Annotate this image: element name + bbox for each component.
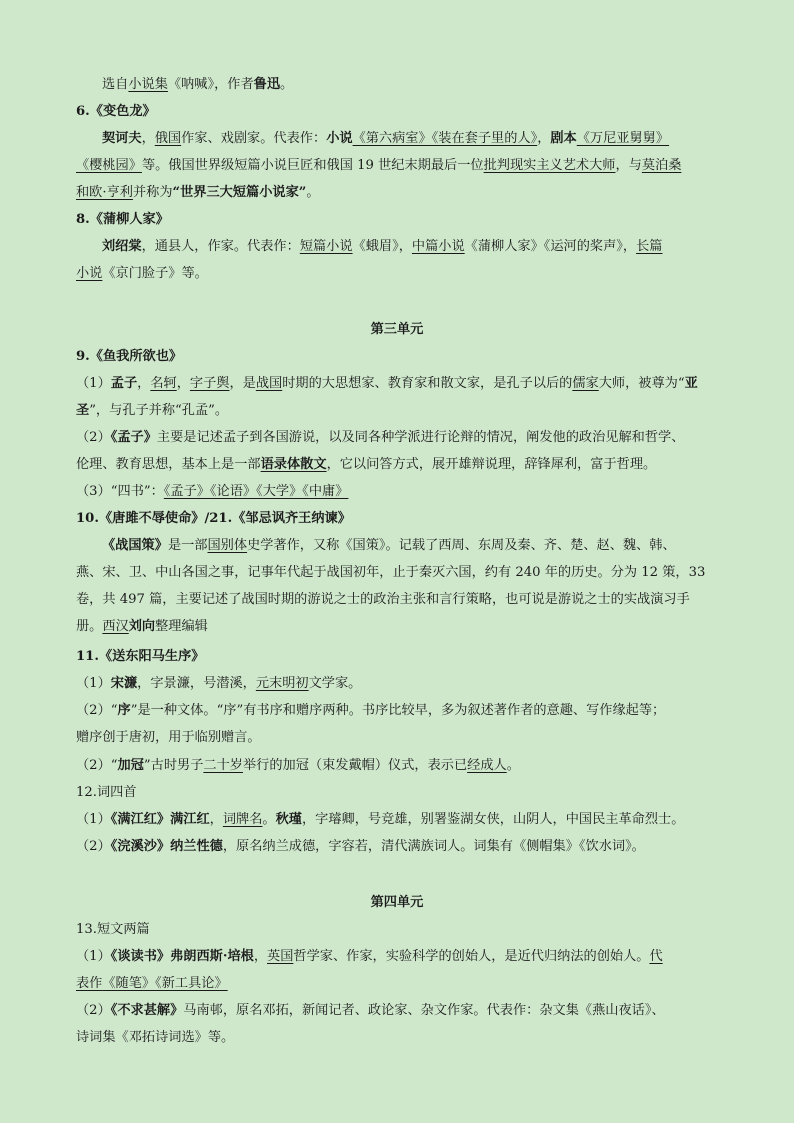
section-6-line-3 xyxy=(76,183,726,203)
text: 契诃夫 xyxy=(102,131,142,146)
section-10-title: 10.《唐雎不辱使命》/21.《邹忌讽齐王纳谏》 xyxy=(76,511,351,526)
section-6-line-1 xyxy=(76,129,752,149)
text: 。 xyxy=(262,812,276,827)
intro-line xyxy=(76,75,752,95)
text: 长篇 xyxy=(636,239,663,254)
section-10-line-2: 燕、宋、卫、中山各国之事，记事年代起于战国初年，止于秦灭六国，约有 240 年的历史。分为 12 策，33 xyxy=(76,565,706,580)
text: 马南邨，原名邓拓，新闻记者、政论家、杂文作家。代表作：杂文集《燕山夜话》、 xyxy=(183,1003,665,1018)
text: 《万尼亚舅舅》 xyxy=(576,131,670,146)
text: 经成人 xyxy=(467,758,507,773)
text: 作家、戏剧家。代表作： xyxy=(181,131,327,146)
text: 剧本 xyxy=(550,131,577,146)
text: （2） xyxy=(76,839,111,854)
text: 批判现实主义艺术大师 xyxy=(483,158,616,173)
text: 西汉 xyxy=(102,619,129,634)
text: 语录体散文 xyxy=(260,457,327,472)
text: （1） xyxy=(76,676,111,691)
text: （2）“ xyxy=(76,703,118,718)
text: 代 xyxy=(649,949,663,964)
section-11-line-1 xyxy=(76,674,726,694)
text: ，通县人，作家。代表作： xyxy=(141,239,300,254)
text: 。 xyxy=(280,77,294,92)
section-9-line-1 xyxy=(76,374,726,394)
text: 整理编辑 xyxy=(155,619,208,634)
text: 元末明初 xyxy=(255,676,309,691)
text: ，是 xyxy=(229,376,256,391)
text: （3）“四书”： xyxy=(76,484,164,499)
text: 等。俄国世界级短篇小说巨匠和俄国 19 世纪末期最后一位 xyxy=(141,158,484,173)
text: 是一部 xyxy=(167,538,208,553)
text: 册。 xyxy=(76,619,103,634)
text: （2） xyxy=(76,430,111,445)
text: 《京门脸子》等。 xyxy=(102,266,208,281)
text: 《随笔》《新工具论》 xyxy=(102,976,228,991)
text: 刘向 xyxy=(128,619,156,634)
text: 小说 xyxy=(76,266,103,281)
text: 词牌名 xyxy=(222,812,263,827)
text: 《樱桃园》 xyxy=(76,158,142,173)
text: （2）“ xyxy=(76,758,118,773)
section-10-line-1 xyxy=(76,536,752,556)
text: 中篇小说 xyxy=(411,239,465,254)
text: （2） xyxy=(76,1003,111,1018)
text: 《谈读书》弗朗西斯·培根 xyxy=(110,949,254,964)
text: 《孟子》 xyxy=(110,430,157,445)
text: 短篇小说 xyxy=(299,239,353,254)
section-11-line-4 xyxy=(76,756,726,776)
text: 名轲 xyxy=(150,376,177,391)
text: 圣 xyxy=(76,403,90,418)
section-8-title: 8.《蒲柳人家》 xyxy=(76,212,169,227)
text: 大师，被尊为“ xyxy=(598,376,685,391)
text: 序 xyxy=(117,703,131,718)
section-12-line-1: （1）《满江红》满江红，词牌名。秋瑾，字璿卿，号竞雄，别署鉴湖女侠，山阴人，中国民主革命烈士。 xyxy=(76,812,685,827)
section-12-line-2 xyxy=(76,837,726,857)
text: ”是一种文体。“序”有书序和赠序两种。书序比较早，多为叙述著作者的意趣、写作缘起等； xyxy=(130,703,666,718)
section-13-line-2 xyxy=(76,974,726,994)
text: 哲学家、作家，实验科学的创始人，是近代归纳法的创始人。 xyxy=(293,949,650,964)
section-6-title: 6.《变色龙》 xyxy=(76,104,156,119)
text: ，作者 xyxy=(214,77,254,92)
section-9-line-5 xyxy=(76,482,726,502)
text: （1） xyxy=(76,812,111,827)
section-11-title: 11.《送东阳马生序》 xyxy=(76,649,205,664)
unit-3-heading: 第三单元 xyxy=(370,322,424,337)
section-13-line-3 xyxy=(76,1001,726,1021)
text: 战国 xyxy=(255,376,283,391)
text: 鲁迅 xyxy=(253,77,281,92)
text: 《呐喊》 xyxy=(167,77,215,92)
section-9-line-2 xyxy=(76,401,726,421)
section-13-line-4: 诗词集《邓拓诗词选》等。 xyxy=(76,1030,235,1045)
section-13-title: 13.短文两篇 xyxy=(76,922,150,937)
text: 。 xyxy=(306,185,320,200)
text: ， xyxy=(253,949,268,964)
text: ， xyxy=(537,131,551,146)
text: 二十岁 xyxy=(203,758,243,773)
text: 儒家 xyxy=(572,376,599,391)
text: 宋濂 xyxy=(110,676,138,691)
text: 选自 xyxy=(102,77,129,92)
text: 刘绍棠 xyxy=(102,239,142,254)
text: 英国 xyxy=(267,949,294,964)
text: 举行的加冠（束发戴帽）仪式，表示已 xyxy=(242,758,468,773)
text: 亚 xyxy=(684,376,698,391)
text: 《第六病室》《装在套子里的人》 xyxy=(352,131,538,146)
text: 伦理、教育思想，基本上是一部 xyxy=(76,457,261,472)
text: ”，与孔子并称“孔孟”。 xyxy=(89,403,229,418)
text: 《浣溪沙》纳兰性德 xyxy=(110,839,223,854)
text: 国别体 xyxy=(207,538,248,553)
text: 秋瑾 xyxy=(275,812,302,827)
text: 《战国策》 xyxy=(102,538,168,553)
text: 《不求甚解》 xyxy=(110,1003,184,1018)
text: 文学家。 xyxy=(308,676,362,691)
text: 小说集 xyxy=(128,77,168,92)
text: 满江红 xyxy=(170,812,210,827)
text: ，与 xyxy=(615,158,642,173)
text: 史学著作，又称《国策》。记载了西周、东周及秦、齐、楚、赵、魏、韩、 xyxy=(247,538,676,553)
section-9-line-4 xyxy=(76,455,726,475)
text: 。 xyxy=(506,758,520,773)
text: 加冠 xyxy=(117,758,144,773)
text: ，它以问答方式，展开雄辩说理，辞锋犀利，富于哲理。 xyxy=(326,457,657,472)
section-10-line-3: 卷，共 497 篇，主要记述了战国时期的游说之士的政治主张和言行策略，也可说是游说之士的实战演习手 xyxy=(76,592,690,607)
section-9-line-3 xyxy=(76,428,726,448)
text: 小说 xyxy=(326,131,353,146)
section-11-line-3: 赠序创于唐初，用于临别赠言。 xyxy=(76,730,261,745)
section-8-line-1 xyxy=(76,237,752,257)
text: （1） xyxy=(76,949,111,964)
text: （1） xyxy=(76,376,111,391)
text: 《蒲柳人家》《运河的桨声》， xyxy=(464,239,637,254)
text: ， xyxy=(141,131,155,146)
text: 俄国 xyxy=(154,131,182,146)
text: 时期的大思想家、教育家和散文家，是孔子以后的 xyxy=(282,376,573,391)
section-10-line-4 xyxy=(76,617,726,637)
text: ， xyxy=(176,376,190,391)
text: 《蛾眉》， xyxy=(352,239,412,254)
section-11-line-2 xyxy=(76,701,726,721)
unit-4-heading: 第四单元 xyxy=(370,895,424,910)
text: 表作 xyxy=(76,976,103,991)
text: ，字景濂，号潜溪， xyxy=(137,676,256,691)
text: ”古时男子 xyxy=(143,758,204,773)
text: 字子舆 xyxy=(189,376,230,391)
section-8-line-2 xyxy=(76,264,726,284)
text: 孟子 xyxy=(110,376,138,391)
text: ，字璿卿，号竞雄，别署鉴湖女侠，山阴人，中国民主革命烈士。 xyxy=(301,812,685,827)
text: “世界三大短篇小说家” xyxy=(172,185,307,200)
text: 并称为 xyxy=(132,185,173,200)
text: 《孟子》《论语》《大学》《中庸》 xyxy=(163,484,349,499)
text: ， xyxy=(209,812,223,827)
text: 莫泊桑 xyxy=(641,158,682,173)
text: ，原名纳兰成德，字容若，清代满族词人。词集有《侧帽集》《饮水词》。 xyxy=(222,839,645,854)
section-6-line-2 xyxy=(76,156,726,176)
text: 和欧·亨利 xyxy=(76,185,133,200)
section-13-line-1 xyxy=(76,947,726,967)
text: 主要是记述孟子到各国游说，以及同各种学派进行论辩的情况，阐发他的政治见解和哲学、 xyxy=(156,430,685,445)
section-9-title: 9.《鱼我所欲也》 xyxy=(76,349,183,364)
text: ， xyxy=(137,376,151,391)
section-12-title: 12.词四首 xyxy=(76,785,137,800)
